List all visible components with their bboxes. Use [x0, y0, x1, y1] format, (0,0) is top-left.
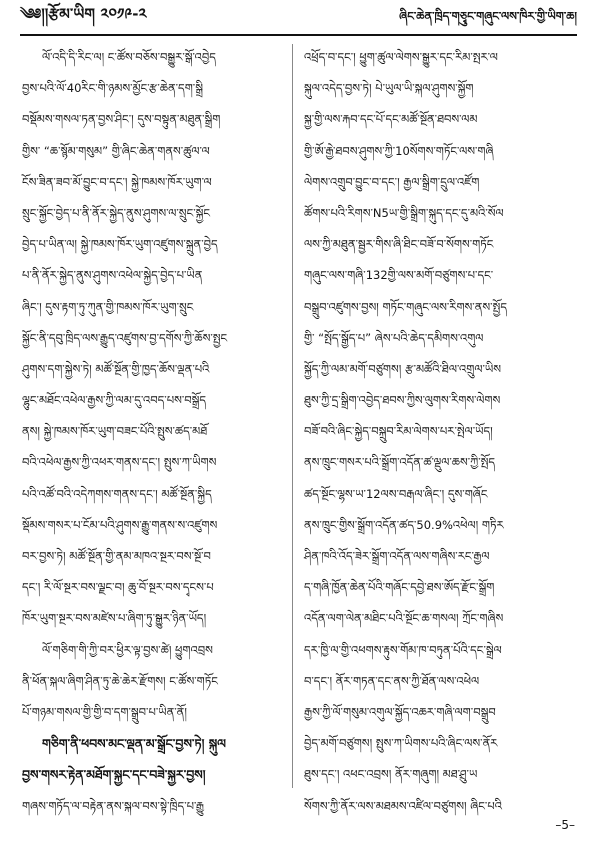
text-line: ལོ་འདི་དི་རིང་ལ། ང་ཚོས་བཅོས་བསྒྱུར་སྒོ་འབྱེད	[42, 50, 216, 64]
text-line: འདོན་ལག་ལེན་མཐིང་པའི་སྔོང་ཆ་གསལ། ཀྲོང་གཞིས	[304, 611, 504, 626]
text-line: བསྡོམས་གསལ་ཏན་བྱས་ཤིང་། དུས་བསྟུན་མཐུན་སྒྲིག	[22, 112, 221, 127]
text-line: བྱེད་པ་ཡིན་ལ། སྐྱེ་ཁམས་ཁོར་ཡུག་འཛུགས་སྐྲུན་བྱེད	[22, 237, 218, 252]
right-text-column	[304, 42, 574, 813]
text-line: འཕྲོད་བ་དང་། ཕྱུག་ཚུལ་ལེགས་སྒྱུར་དང་རིམ་སྤར་ལ	[304, 50, 498, 64]
text-line: ནས། སྐྱེ་ཁམས་ཁོར་ཡུག་བཟང་པོའི་སྤུས་ཚད་མཐོ	[22, 424, 208, 439]
text-line: ཞིང་། དུས་རྟག་ཏུ་ཀུན་གྱི་ཁམས་ཁོར་ཡུག་སྲུང	[22, 299, 194, 314]
text-line: བྱེད་མགོ་བཙུགས། སྤུས་ཀ་ཡིགས་པའི་ཞིང་ལས་ནོར	[304, 736, 498, 751]
text-line: ཤིན་ཁའི་འོད་ཟེར་སྒྲོག་འདོན་ལས་གཞིས་རང་རྒྱལ	[304, 549, 490, 563]
section-title: ཞིང་ཆེན་ཁྲིད་གཅྭུང་གཞུང་ལས་ཁིར་གྱི་ཡིག་ཆ།	[399, 8, 577, 23]
text-line: ལས་ཀྱི་མཐུན་སྦྱར་གིས་ཞི་ཐིང་བཟོ་བ་སོགས་གཏོང	[304, 237, 494, 252]
text-line: པ་ནི་ནོར་སྐྱེད་ནུས་ཤུགས་འཕེལ་སྐྱེད་བྱེད་པ་ཡིན	[22, 268, 203, 283]
text-line: པའི་འཚོ་བའི་འདེཀགས་གནས་དང་། མཚོ་སྔོན་སྐྱིད	[22, 486, 212, 501]
text-line: ལྷུང་མཐོང་འཕེལ་རྒྱས་ཀྱི་ལམ་དུ་འབད་པས་བསྒྲོད	[22, 393, 207, 408]
running-head	[20, 6, 577, 32]
text-line: བ་དང་། ནོར་གཏན་དང་ནས་ཀྱི་ཐོན་ལས་འཕེལ	[304, 673, 480, 688]
text-line: སྐྱ་གྱི་ལས་རྐབ་དང་པོ་དང་མཚོ་སྔོན་ཐབས་ལམ	[304, 112, 478, 127]
text-line: པོ་གཉམ་གསལ་གྱི་གྱི་བ་དག་སྒྲུབ་པ་ཡིན་ནོ།	[22, 704, 187, 719]
text-line: ནས་ཁྲུང་གྱིས་སྒྲོག་འདོན་ཚད་50.9%འཕེལ། གཏིར	[304, 517, 504, 532]
text-line: ནི་ཕོན་སྐལ་ཞིག་ཤིན་ཏུ་ཆེ་ཆེར་རྫོགས། ང་ཚོས་གཏོང	[22, 673, 218, 688]
page-number: –5–	[555, 818, 575, 832]
text-line: གཅིག་ནི་ཕབས་མང་ལྡན་མ་སྒྲོང་བྱས་ཏེ། སྐུལ	[42, 736, 226, 752]
text-line: དར་ཁྱི་ལ་གྱི་འཕགས་རྟུས་གོམ་ཁ་བཏུན་པོའི་དང་སྒྲེལ	[304, 642, 502, 657]
text-line: དང་། རི་ལོ་སྔར་བས་ལྗང་བ། ཆུ་བོ་སྔར་བས་དྭངས་པ	[22, 580, 214, 595]
text-line: ངོས་ཟིན་ཟབ་མོ་བྱུང་བ་དང་། སྐྱེ་ཁམས་ཁོར་ཡུག་ལ	[22, 174, 212, 189]
text-line: ཐུས་དང་། འཕང་འབྲས། ནོར་གཞུག། མཐ་ཤྲུ་ཡ	[304, 767, 478, 782]
text-line: ཤུགས་དག་སྐྱེས་ཏེ། མཚོ་སྔོན་གྱི་ཁྱད་ཆོས་ལྡན་པའི	[22, 361, 210, 376]
header-rule	[20, 34, 577, 36]
text-line: བྱས་པའི་ལོ་40རིང་གི་ཉམས་མྱོང་རྩ་ཆེན་དག་སྒྲི	[22, 81, 203, 96]
text-line: ཐུས་ཀྱི་དྲ་སྒྲིག་འབྱེད་ཐབས་ཀྱིས་ལུགས་རིགས་ལེགས	[304, 393, 501, 408]
text-line: ཚད་སྔོང་ལྷས་ཡ་12ལས་བརྒལ་ཞིང་། དུས་གཞོང	[304, 486, 488, 501]
text-line: གྱི་ཨོ་རྒྱེ་ཐབས་ཤུགས་ཀྱི་10སོགས་གཏོང་ལས་གཞི	[304, 143, 494, 158]
text-line: སྐྱོང་ནི་དབུ་ཁྲིད་ལས་རྒྱུད་འཛུགས་བྱ་དགོས་ཀྱི་ཆོས་སྤྱང	[22, 330, 228, 345]
text-line: ལེགས་འགྲུབ་བྱུང་བ་དང་། རྒྱལ་སྒྲིག་དྲུལ་འཛོག	[304, 174, 480, 189]
text-line: རྒྱས་ཀྱི་ལོ་གསུམ་འགུལ་སྐྱོད་འཆར་གཞི་ལག་བསྒྲུབ	[304, 704, 496, 719]
text-line: གྱི་ “སྤོད་སྒྱོད་པ” ཞེས་པའི་ཆེད་དམིགས་འགུལ	[304, 330, 484, 345]
text-line: བཟོ་བའི་ཞིང་སྐྱེད་བསྐྲུབ་རིམ་ལེགས་པར་སྤེལ་ཡོད།	[304, 424, 493, 439]
left-text-column	[22, 42, 288, 813]
text-line: ནས་ཁྲུང་གསར་པའི་སྒྲོག་འདོན་ཚ་ལྡུལ་ཆས་ཀྱི་སྤོད	[304, 455, 496, 470]
text-line: བསྒྲུབ་འཛུགས་བྱས། གཏོང་གཞུང་ལས་རིགས་ནས་སྤྱོད	[304, 299, 507, 314]
text-line: ཚོགས་པའི་རིགས་N5ཡ་གྱི་སྒྲིག་སྐུད་དང་དུ་མའི་སོལ	[304, 205, 504, 220]
journal-title: ༄༅།།རྩོམ་ཡིག ༢༠༡༩-༢	[20, 5, 147, 23]
text-line: སོགས་ཀྱི་ནོར་ལས་མཐམས་འཛིལ་བཙུགས། ཞིང་པའི	[304, 798, 502, 813]
column-divider	[292, 44, 293, 788]
text-line: བྱས་གསར་རྟེན་མཐོག་སྐྱང་དང་བཟེ་སྐྱར་བྱས།	[22, 767, 206, 783]
text-line: བའི་འཕེལ་རྒྱས་ཀྱི་འཕར་གནས་དང་། སྤུས་ཀ་ཡིགས	[22, 455, 217, 470]
text-line: གྱིས་ “ཆ་སྙོམ་གསུམ” གྱི་ཞིང་ཆེན་གནས་ཚུལ་ལ	[22, 143, 210, 158]
text-line: སྡོམས་གསར་པ་ངོམ་པའི་ཤུགས་རྒྱུ་གནས་ས་འཛུགས	[22, 517, 218, 532]
text-line: ད་གཞི་ཁྱོན་ཆེན་པོའི་གཞོང་དབྱེ་ཐས་ཨོད་རྫོང་སྒྲོག	[304, 580, 495, 595]
text-line: སྐྱོད་ཀྱི་ལམ་མགོ་བཙུགས། རྩ་མཚོའི་ཐིལ་འགྲུལ་ཡིས	[304, 361, 502, 376]
text-line: སྐུལ་འདེད་བྱས་ཏེ། པེ་ཡུལ་ཡི་སྐལ་ཤུགས་སྐྱོག	[304, 81, 474, 96]
text-line: ཁོར་ཡུག་སྔར་བས་མཛེས་པ་ཞིག་ཏུ་སྒྱུར་ཉིན་ཡོད།	[22, 611, 207, 626]
text-line: གཞུང་ལས་གཞི་132གྱི་ལས་མགོ་བཙུགས་པ་དང་	[304, 268, 494, 283]
text-line: གཞས་གཏོད་ལ་བརྟེན་ནས་སྐལ་བས་སྟེ་ཁྲིད་པ་རྒྱུ	[22, 798, 204, 813]
text-line: བར་བྱས་ཏེ། མཚོ་སྔོན་གྱི་ནམ་མཁའ་སྔར་བས་སྔོ་བ	[22, 549, 211, 563]
text-line: སྲུང་སྐྱོང་བྱེད་པ་ནི་ནོར་སྐྱེད་ནུས་ཤུགས་ལ་སྲུང་སྐྱོང	[22, 205, 211, 220]
text-line: ལོ་གཅིག་གི་ཀྱི་བར་ཕྱིར་ལྟ་བྱས་ཚེ། ཕྱུགའབྲས	[42, 642, 213, 657]
